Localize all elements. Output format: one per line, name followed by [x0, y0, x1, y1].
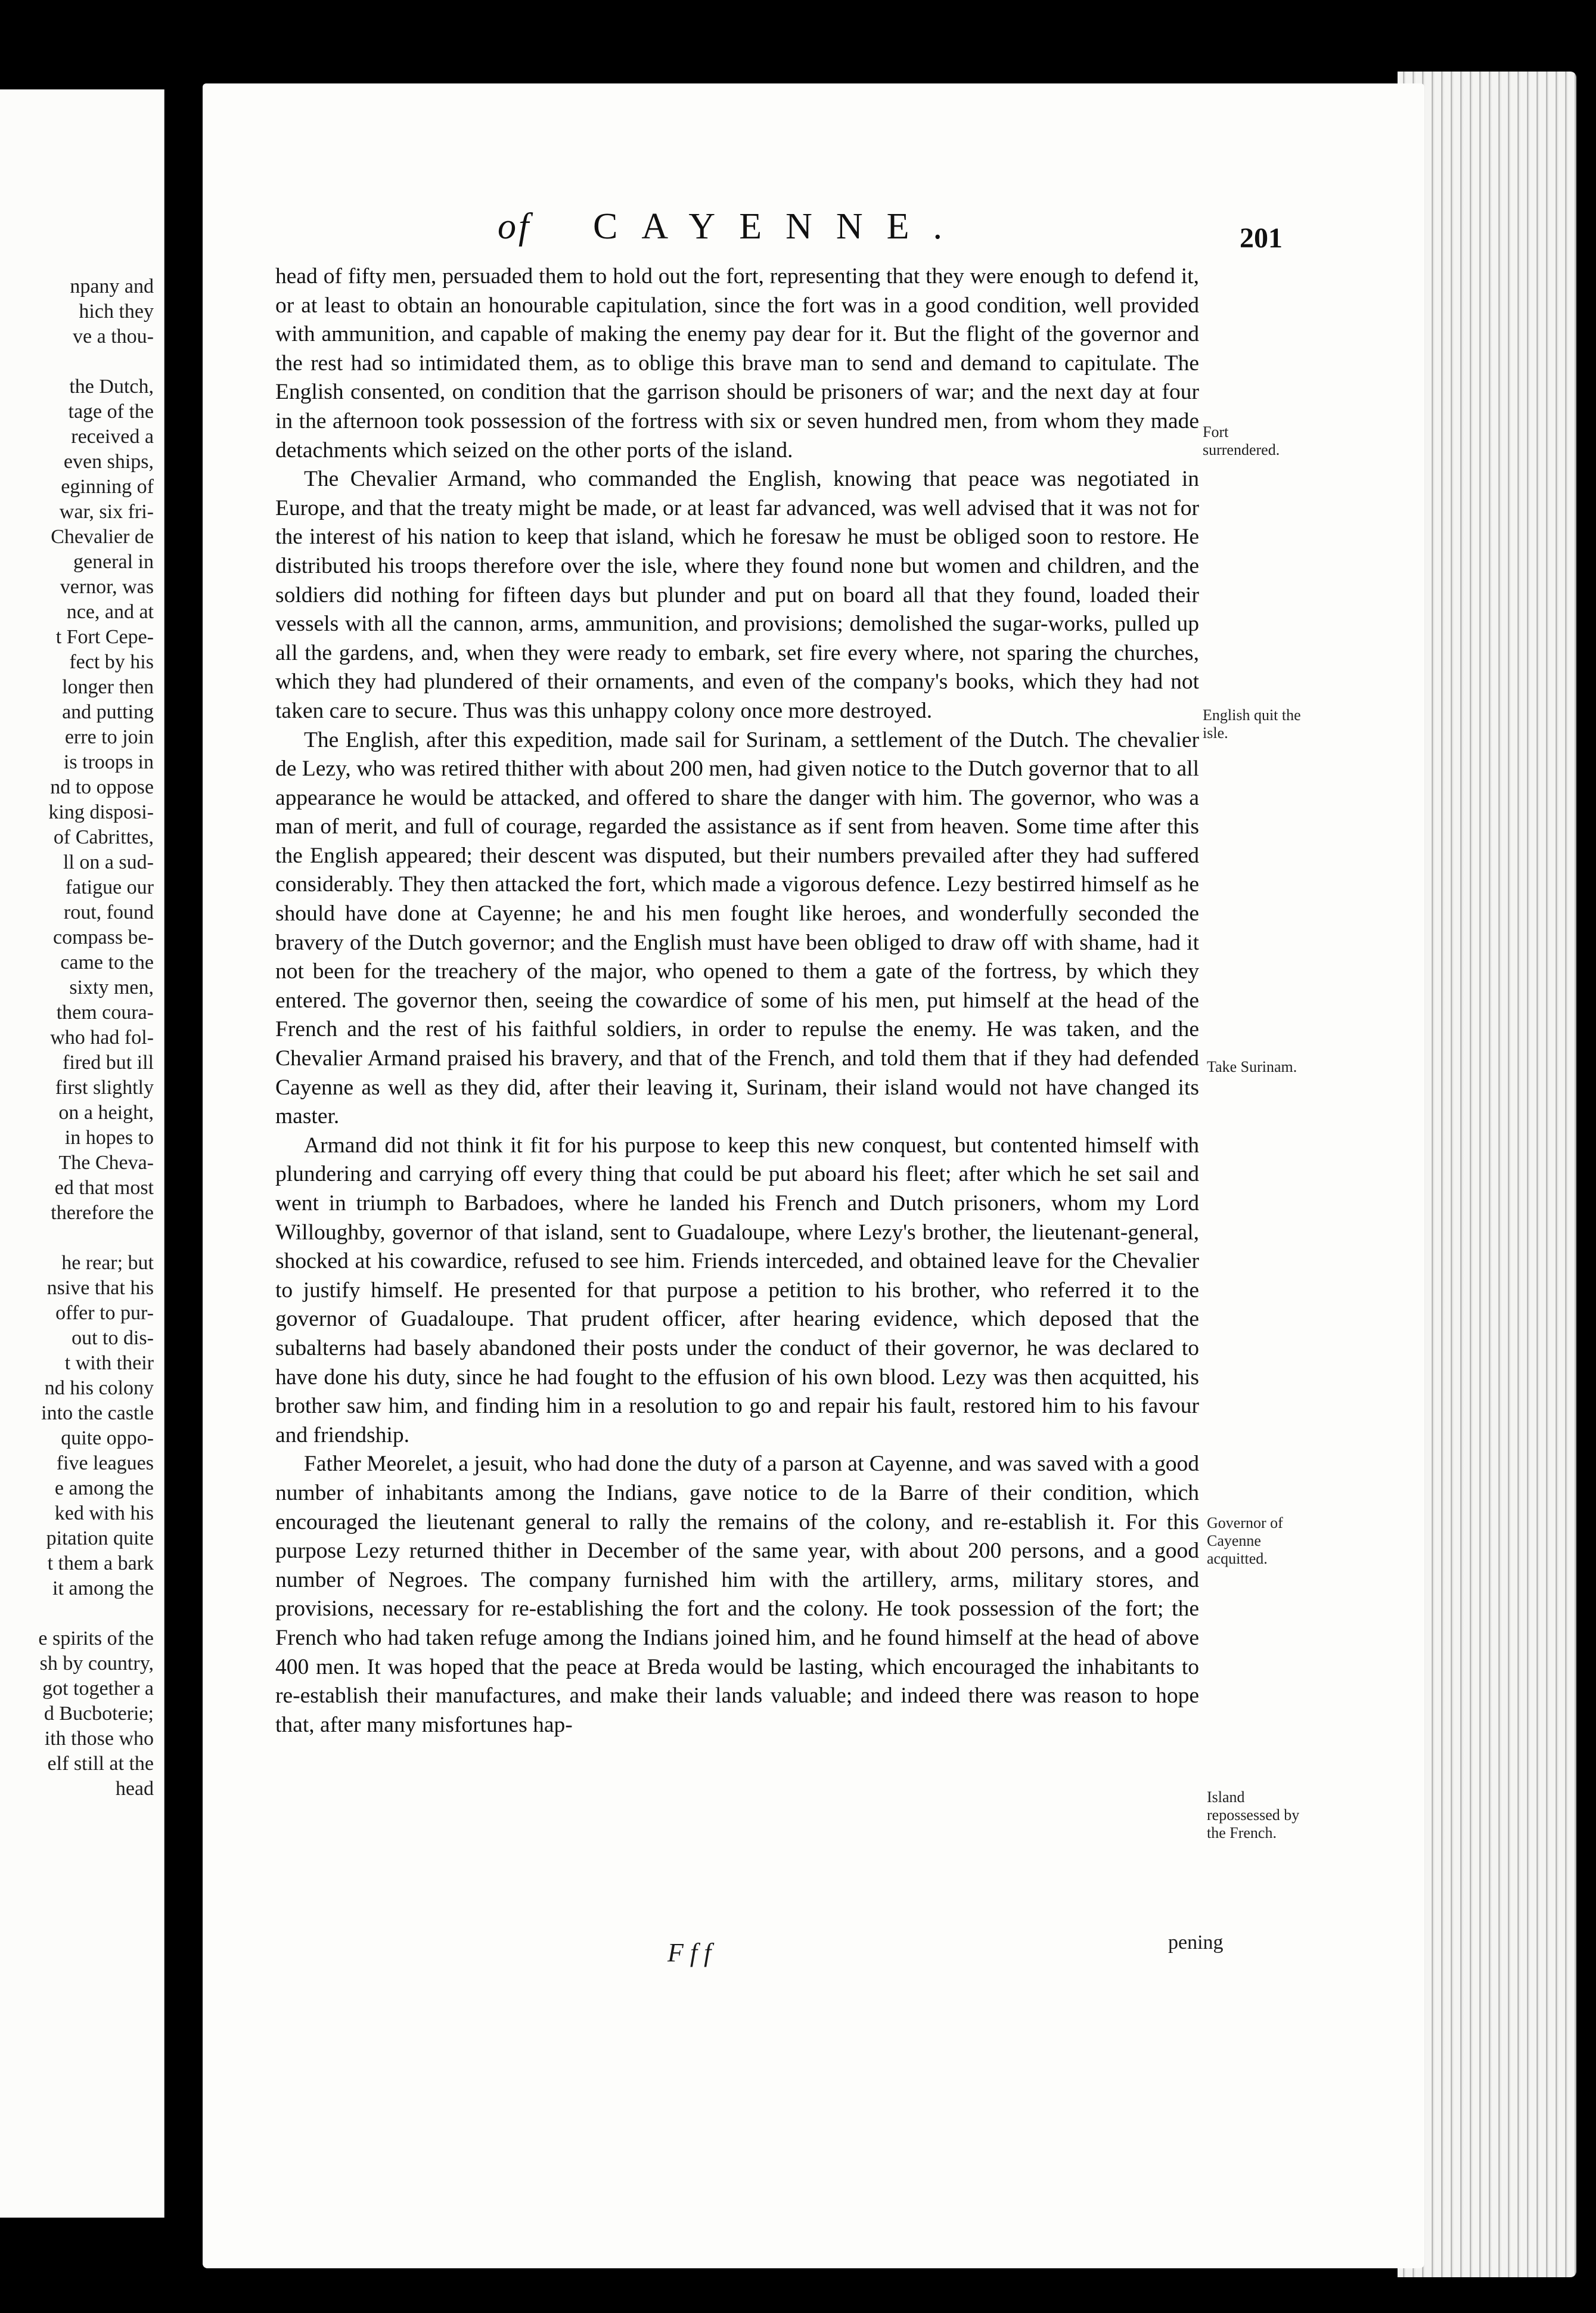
left-page-line: king disposi-: [48, 801, 154, 823]
left-page-line: elf still at the: [47, 1753, 154, 1775]
left-page-line: pitation quite: [46, 1527, 154, 1549]
left-page-line: came to the: [60, 951, 154, 973]
left-page-line: got together a: [42, 1678, 154, 1700]
left-page-line: on a height,: [58, 1102, 154, 1124]
left-page-line: even ships,: [63, 451, 154, 473]
left-page-line: them coura-: [56, 1002, 154, 1024]
running-head-title: CAYENNE.: [593, 206, 967, 247]
left-page-text: [0, 274, 154, 1802]
page-number: 201: [1240, 222, 1283, 254]
left-page-line: the Dutch,: [69, 376, 154, 398]
left-page-line: therefore the: [51, 1202, 154, 1224]
paragraph-3: The English, after this expedition, made sail for Surinam, a settlement of the Dutch. The chevalier de Lezy, who was retired thither with about 200 men, had given notice to the Dutch governor that to all appearance he would be attacked, and offered to share the danger with him. The governor, who was a man of merit, and full of courage, regarded the assistance as if sent from heaven. Some time after this the English appeared; their descent was disputed, but their numbers prevailed after they had suffered considerably. They then attacked the fort, which made a vigorous defence. Lezy bestirred himself as he should have done at Cayenne; he and his men fought like heroes, and wonderfully seconded the bravery of the Dutch governor; and the English must have been obliged to draw off with shame, had it not been for the treachery of the major, who opened to them a gate of the fortress, by which they entered. The governor then, seeing the cowardice of some of his men, put himself at the head of the French and the rest of his faithful soldiers, in order to repulse the enemy. He was taken, and the Chevalier Armand praised his bravery, and that of the French, and told them that if they had defended Cayenne as well as they did, after their leaving it, Surinam, their island would not have changed its master.: [275, 727, 1199, 1129]
left-page-line: nd his colony: [44, 1377, 154, 1399]
paragraph-5: Father Meorelet, a jesuit, who had done the duty of a parson at Cayenne, and was saved with a good number of inhabitants among the Indians, gave notice to de la Barre of their condition, which encouraged the lieutenant general to rally the remains of the colony, and re-establish it. For this purpose Lezy returned thither in December of the same year, with about 200 persons, and a good number of Negroes. The company furnished him with the artillery, arms, military stores, and provisions, necessary for re-establishing the fort and the colony. He took possession of the fort; the French who had taken refuge among the Indians joined him, and he found himself at the head of above 400 men. It was hoped that the peace at Breda would be lasting, which encouraged the inhabitants to re-establish their manufactures, and make their lands valuable; and indeed there was reason to hope that, after many misfortunes hap-: [275, 1452, 1199, 1737]
left-page-line: he rear; but: [61, 1252, 154, 1274]
left-page-line: t them a bark: [47, 1552, 154, 1574]
left-page-line: Chevalier de: [51, 526, 154, 548]
left-page-line: tage of the: [68, 401, 154, 423]
signature-mark: F f f: [667, 1938, 712, 1967]
left-page-line: longer then: [62, 676, 154, 698]
left-page-line: t Fort Cepe-: [55, 626, 154, 648]
margin-note-island-repossessed: Island repossessed by the French.: [1207, 1788, 1300, 1841]
left-page-line: first slightly: [55, 1077, 154, 1099]
margin-note-fort-surrendered: Fort surrendered.: [1203, 423, 1280, 458]
margin-note-governor-acquitted: Governor of Cayenne acquitted.: [1207, 1514, 1283, 1567]
left-page-line: e spirits of the: [38, 1627, 154, 1650]
left-page-line: war, six fri-: [59, 501, 154, 523]
left-page-fragment: [0, 89, 164, 2218]
left-page-line: in hopes to: [64, 1127, 154, 1149]
paragraph-4: Armand did not think it fit for his purpose to keep this new conquest, but contented himself with plundering and carrying off every thing that could be put aboard his fleet; after which he set sail and went in triumph to Barbadoes, where he landed his French and Dutch prisoners, whom my Lord Willoughby, governor of that island, sent to Guadaloupe, where Lezy's brother, the lieutenant-general, shocked at his cowardice, refused to see him. Friends interceded, and obtained leave for the Chevalier to justify himself. He presented for that purpose a petition to his brother, who referred it to the governor of Guadaloupe. That prudent officer, after hearing evidence, which deposed that the subalterns had basely abandoned their posts under the conduct of their governor, he was declared to have done his duty, since he had fought to the effusion of his own blood. Lezy was then acquitted, his brother saw him, and finding him in a resolution to go and repair his fault, restored him to his favour and friendship.: [275, 1133, 1199, 1447]
left-page-line: erre to join: [64, 726, 154, 748]
left-page-line: head: [115, 1778, 154, 1800]
left-page-line: compass be-: [52, 926, 154, 948]
left-page-line: quite oppo-: [61, 1427, 154, 1449]
left-page-line: is troops in: [63, 751, 154, 773]
left-page-line: of Cabrittes,: [53, 826, 154, 848]
left-page-line: nsive that his: [46, 1277, 154, 1299]
left-page-line: t with their: [64, 1352, 154, 1374]
left-page-line: [0, 1226, 154, 1251]
left-page-line: eginning of: [61, 476, 154, 498]
left-page-line: The Cheva-: [58, 1152, 154, 1174]
margin-note-english-quit: English quit the isle.: [1203, 706, 1301, 742]
left-page-line: fatigue our: [65, 876, 154, 898]
left-page-line: sh by country,: [39, 1652, 154, 1675]
left-page-line: d Bucboterie;: [44, 1703, 154, 1725]
left-page-line: fect by his: [69, 651, 154, 673]
running-head-of: of: [498, 206, 532, 247]
left-page-line: ed that most: [54, 1177, 154, 1199]
left-page-line: who had fol-: [50, 1027, 154, 1049]
paragraph-1: head of fifty men, persuaded them to hold out the fort, representing that they were enough to defend it, or at least to obtain an honourable capitulation, since the fort was in a good condition, well provided with ammunition, and capable of making the enemy pay dear for it. But the flight of the governor and the rest had so intimidated them, as to oblige this brave man to send and demand to capitulate. The English consented, on condition that the garrison should be prisoners of war; and the next day at four in the afternoon took possession of the fortress with six or seven hundred men, from whom they made detachments which seized on the other ports of the island.: [275, 264, 1199, 463]
left-page-line: [0, 1601, 154, 1626]
left-page-line: [0, 349, 154, 374]
left-page-line: npany and: [70, 275, 154, 297]
left-page-line: nce, and at: [66, 601, 154, 623]
left-page-line: out to dis-: [72, 1327, 154, 1349]
left-page-line: vernor, was: [60, 576, 154, 598]
margin-note-take-surinam: Take Surinam.: [1207, 1058, 1297, 1075]
left-page-line: nd to oppose: [50, 776, 154, 798]
left-page-line: offer to pur-: [55, 1302, 154, 1324]
main-text: [275, 262, 1199, 1740]
left-page-line: and putting: [62, 701, 154, 723]
catchword: pening: [1168, 1931, 1224, 1954]
left-page-line: sixty men,: [69, 976, 154, 999]
left-page-line: rout, found: [63, 901, 154, 923]
paragraph-2: The Chevalier Armand, who commanded the English, knowing that peace was negotiated in Europe, and that the treaty might be made, or at least far advanced, was well advised that it was not for the interest of his nation to keep that island, which he foresaw he must be obliged soon to restore. He distributed his troops therefore over the isle, where they found none but women and children, and the soldiers did nothing for fifteen days but plunder and put on board all that they found, loaded their vessels with all the cannon, arms, ammunition, and provisions; demolished the sugar-works, pulled up all the gardens, and, when they were ready to embark, set fire every where, not sparing the churches, which they had plundered of their ornaments, and even of the company's books, which they had not taken care to secure. Thus was this unhappy colony once more destroyed.: [275, 467, 1199, 723]
page-edges: [1398, 72, 1576, 2277]
left-page-line: received a: [71, 426, 154, 448]
left-page-line: into the castle: [41, 1402, 154, 1424]
left-page-line: ith those who: [44, 1728, 154, 1750]
left-page-line: five leagues: [56, 1452, 154, 1474]
running-head: [498, 206, 1260, 253]
left-page-line: general in: [73, 551, 154, 573]
left-page-line: fired but ill: [63, 1052, 154, 1074]
left-page-line: hich they: [79, 300, 154, 323]
left-page-line: it among the: [52, 1577, 154, 1599]
left-page-line: ve a thou-: [73, 325, 154, 348]
left-page-line: e among the: [54, 1477, 154, 1499]
left-page-line: ked with his: [54, 1502, 154, 1524]
left-page-line: ll on a sud-: [63, 851, 154, 873]
